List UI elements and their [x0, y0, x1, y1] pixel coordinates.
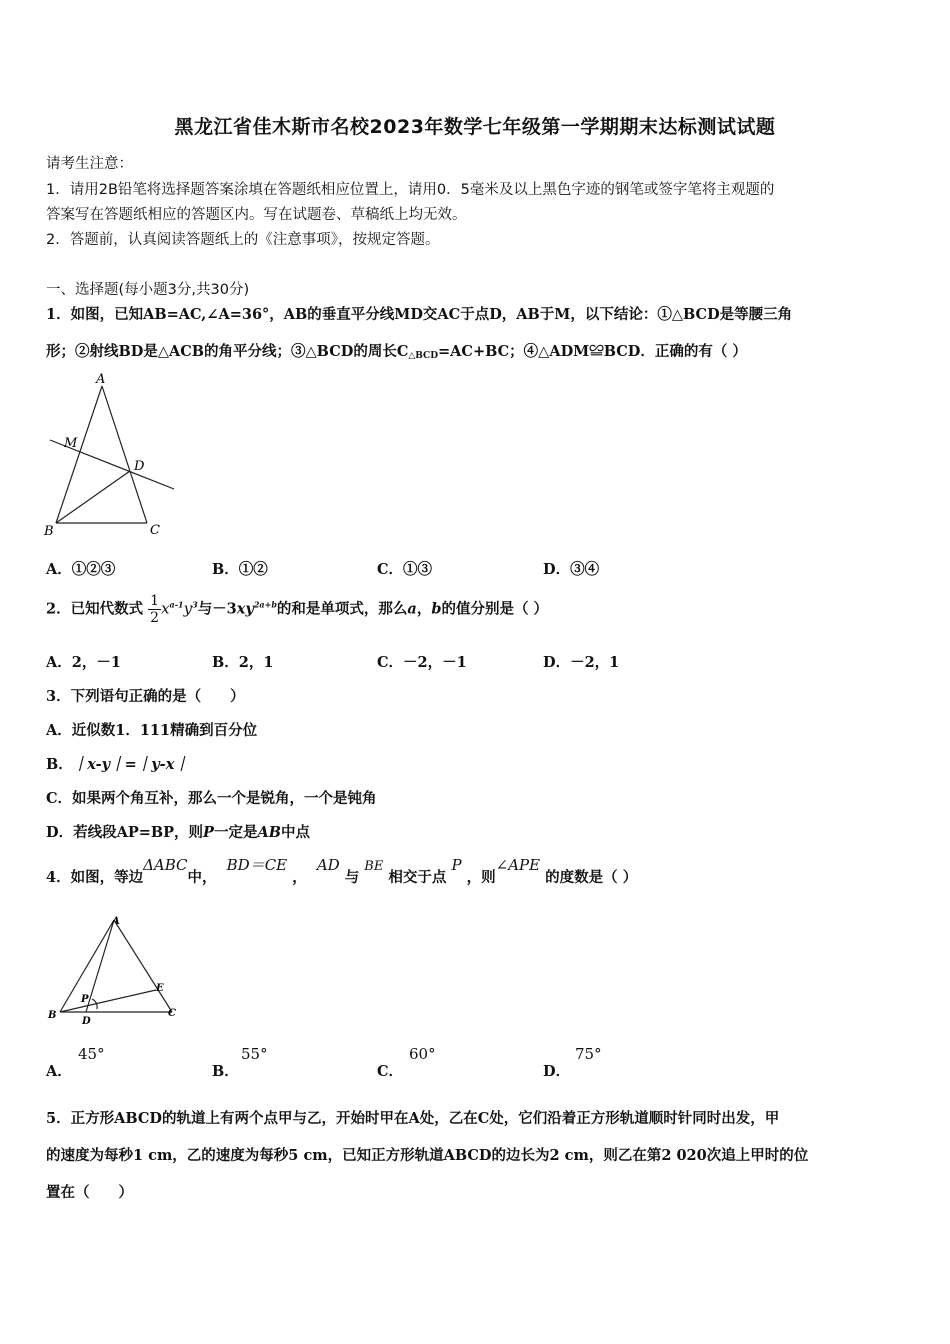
- q1-triangle-figure: [40, 370, 190, 540]
- fig-label-d: D: [134, 459, 145, 474]
- q4-text: 相交于点: [388, 869, 447, 886]
- q5-stem-line1: 5．正方形ABCD的轨道上有两个点甲与乙，开始时甲在A处，乙在C处，它们沿着正方形轨道顺时针同时出发，甲: [46, 1110, 780, 1127]
- fig-label-a: A: [96, 372, 106, 387]
- q3-var: P: [203, 824, 214, 841]
- q2-stem: [46, 593, 906, 626]
- q2-text: ，: [416, 600, 432, 618]
- q3-option-label: B．: [46, 756, 73, 773]
- q3-text: 中点: [280, 824, 310, 841]
- q1-option-b[interactable]: B．①②: [212, 561, 268, 578]
- q2-option-c[interactable]: C．－2，－1: [377, 654, 467, 671]
- q1-text: =AC+BC；④△ADM≌BCD．正确的有（ ）: [438, 343, 747, 360]
- q2-var: xy: [236, 600, 254, 618]
- fig-label-b: B: [44, 524, 54, 539]
- q4-triangle-figure: [44, 912, 184, 1032]
- q4-text: 中，: [187, 869, 217, 886]
- q2-var: a: [407, 600, 417, 618]
- fig-label-p: P: [81, 994, 89, 1005]
- q2-exponent: 3: [192, 599, 198, 610]
- q5-stem-line3: 置在（ ）: [46, 1184, 133, 1201]
- notice-item: 2．答题前，认真阅读答题纸上的《注意事项》，按规定答题。: [46, 232, 440, 248]
- q3-text: 一定是: [213, 824, 258, 841]
- q3-stem: 3．下列语句正确的是（ ）: [46, 688, 245, 705]
- q3-expression: ｜x-y｜=｜y-x｜: [72, 756, 189, 773]
- q3-option-b[interactable]: [46, 753, 906, 774]
- q4-option-b[interactable]: B．: [212, 1063, 239, 1080]
- fig-label-c: C: [150, 523, 160, 538]
- q4-option-d-value: 75°: [575, 1045, 602, 1063]
- q3-option-d[interactable]: [46, 821, 906, 842]
- q2-option-b[interactable]: B．2，1: [212, 654, 274, 671]
- q1-subscript: △BCD: [408, 351, 439, 361]
- fig-label-b: B: [48, 1010, 57, 1021]
- q2-exponent: a-1: [169, 599, 184, 610]
- q2-fraction: [148, 593, 161, 626]
- q4-text: ，: [292, 869, 307, 886]
- q4-math: ΔABC: [143, 856, 188, 874]
- section-heading: 一、选择题(每小题3分,共30分): [46, 282, 250, 298]
- page-title: 黑龙江省佳木斯市名校2023年数学七年级第一学期期末达标测试试题: [174, 116, 776, 138]
- q4-option-c[interactable]: C．: [377, 1063, 404, 1080]
- notice-heading: 请考生注意：: [46, 156, 133, 172]
- q2-text: 与－3: [197, 600, 237, 618]
- q4-option-b-value: 55°: [241, 1045, 268, 1063]
- q2-text: 2．已知代数式: [46, 600, 144, 618]
- q4-option-a-value: 45°: [78, 1045, 105, 1063]
- q4-math: AD: [316, 856, 340, 874]
- q2-var: b: [431, 600, 442, 618]
- fig-label-e: E: [156, 983, 164, 994]
- q4-text: 的度数是（ ）: [545, 869, 638, 886]
- frac-denominator: 2: [150, 610, 160, 626]
- q4-stem: [46, 856, 906, 887]
- q4-math: P: [451, 856, 462, 874]
- q4-option-a[interactable]: A．: [46, 1063, 72, 1080]
- q2-text: 的和是单项式，那么: [276, 600, 408, 618]
- fig-label-a: A: [112, 916, 120, 927]
- q4-option-d[interactable]: D．: [543, 1063, 571, 1080]
- q3-var: AB: [257, 824, 281, 841]
- q2-text: 的值分别是（ ）: [441, 600, 549, 618]
- q5-stem-line2: 的速度为每秒1 cm，乙的速度为每秒5 cm，已知正方形轨道ABCD的边长为2 cm，则乙在第2 020次追上甲时的位: [46, 1147, 809, 1164]
- q2-var: y: [183, 599, 193, 618]
- q1-option-c[interactable]: C．①③: [377, 561, 433, 578]
- q4-math: BD＝CE: [226, 856, 288, 874]
- q4-math: ∠APE: [495, 856, 541, 874]
- fig-label-d: D: [82, 1016, 91, 1027]
- q2-option-a[interactable]: A．2，－1: [46, 654, 121, 671]
- fig-label-c: C: [168, 1008, 176, 1019]
- q3-text: D．若线段AP=BP，则: [46, 824, 204, 841]
- frac-numerator: 1: [150, 593, 160, 609]
- notice-item: 答案写在答题纸相应的答题区内。写在试题卷、草稿纸上均无效。: [46, 207, 467, 223]
- q2-exponent: 2a+b: [253, 599, 277, 610]
- q4-text: 与: [344, 869, 360, 886]
- q1-option-a[interactable]: A．①②③: [46, 561, 116, 578]
- q4-option-c-value: 60°: [409, 1045, 436, 1063]
- q1-text: 形；②射线BD是△ACB的角平分线；③△BCD的周长C: [46, 343, 409, 360]
- q3-option-c[interactable]: C．如果两个角互补，那么一个是锐角，一个是钝角: [46, 790, 377, 807]
- q1-option-d[interactable]: D．③④: [543, 561, 600, 578]
- q1-stem-line2: [46, 340, 906, 361]
- q4-text: ，则: [466, 869, 496, 886]
- notice-item: 1．请用2B铅笔将选择题答案涂填在答题纸相应位置上，请用0．5毫米及以上黑色字迹的钢笔或签字笔将主观题的: [46, 182, 775, 198]
- q2-var: x: [161, 599, 170, 618]
- q2-option-d[interactable]: D．－2，1: [543, 654, 620, 671]
- q3-option-a[interactable]: A．近似数1．111精确到百分位: [46, 722, 258, 739]
- q4-text: 4．如图，等边: [46, 869, 144, 886]
- q1-stem-line1: 1．如图，已知AB=AC,∠A=36°，AB的垂直平分线MD交AC于点D，AB于M，以下结论：①△BCD是等腰三角: [46, 306, 793, 323]
- fig-label-m: M: [64, 436, 78, 451]
- q4-math: BE: [364, 859, 384, 874]
